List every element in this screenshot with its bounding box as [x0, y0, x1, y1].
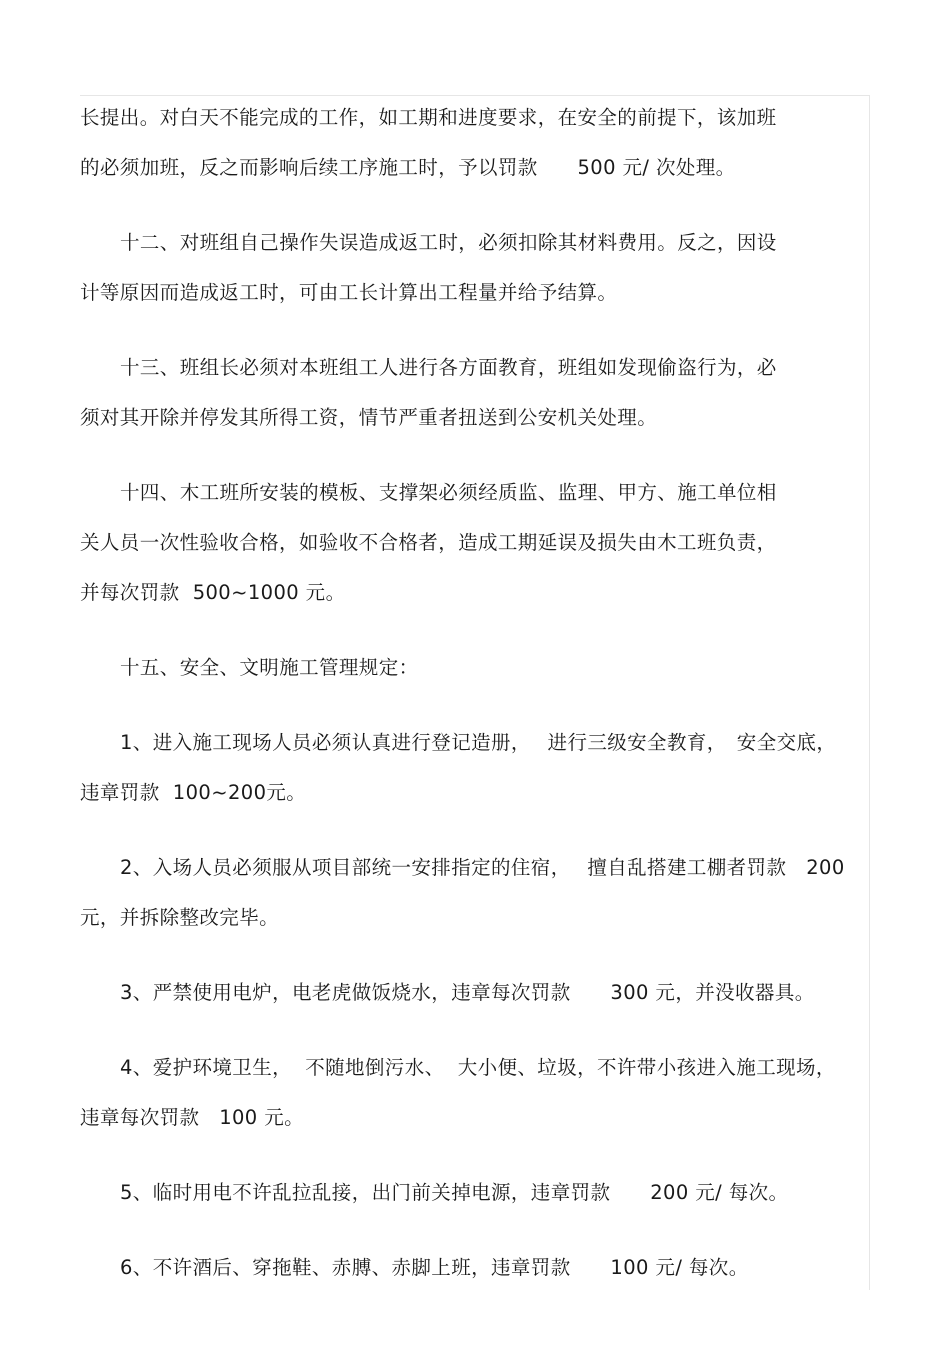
rule-item: 5、临时用电不许乱拉乱接，出门前关掉电源，违章罚款 200 元/ 每次。 [120, 1181, 789, 1204]
rule-item: 1、进入施工现场人员必须认真进行登记造册， 进行三级安全教育， 安全交底， [120, 731, 837, 754]
text-line: 十三、班组长必须对本班组工人进行各方面教育，班组如发现偷盗行为，必 [120, 356, 777, 379]
text-line: 十四、木工班所安装的模板、支撑架必须经质监、监理、甲方、施工单位相 [120, 481, 777, 504]
page-border-right [869, 95, 870, 1290]
text-line: 关人员一次性验收合格，如验收不合格者，造成工期延误及损失由木工班负责， [80, 531, 777, 554]
text-line: 计等原因而造成返工时，可由工长计算出工程量并给予结算。 [80, 281, 618, 304]
rule-item: 6、不许酒后、穿拖鞋、赤膊、赤脚上班，违章罚款 100 元/ 每次。 [120, 1256, 749, 1279]
rule-item: 2、入场人员必须服从项目部统一安排指定的住宿， 擅自乱搭建工棚者罚款 200 [120, 856, 845, 879]
page-border-top [80, 95, 870, 96]
rule-item: 3、严禁使用电炉，电老虎做饭烧水，违章每次罚款 300 元，并没收器具。 [120, 981, 815, 1004]
section-heading: 十五、安全、文明施工管理规定： [120, 656, 419, 679]
text-line: 并每次罚款 500~1000 元。 [80, 581, 346, 604]
text-line: 长提出。对白天不能完成的工作，如工期和进度要求，在安全的前提下，该加班 [80, 106, 777, 129]
text-line: 违章罚款 100~200元。 [80, 781, 307, 804]
text-line: 元，并拆除整改完毕。 [80, 906, 280, 929]
rule-item: 4、爱护环境卫生， 不随地倒污水、 大小便、垃圾，不许带小孩进入施工现场， [120, 1056, 836, 1079]
text-line: 违章每次罚款 100 元。 [80, 1106, 305, 1129]
text-line: 的必须加班，反之而影响后续工序施工时，予以罚款 500 元/ 次处理。 [80, 156, 736, 179]
text-line: 须对其开除并停发其所得工资，情节严重者扭送到公安机关处理。 [80, 406, 658, 429]
text-line: 十二、对班组自己操作失误造成返工时，必须扣除其材料费用。反之，因设 [120, 231, 777, 254]
